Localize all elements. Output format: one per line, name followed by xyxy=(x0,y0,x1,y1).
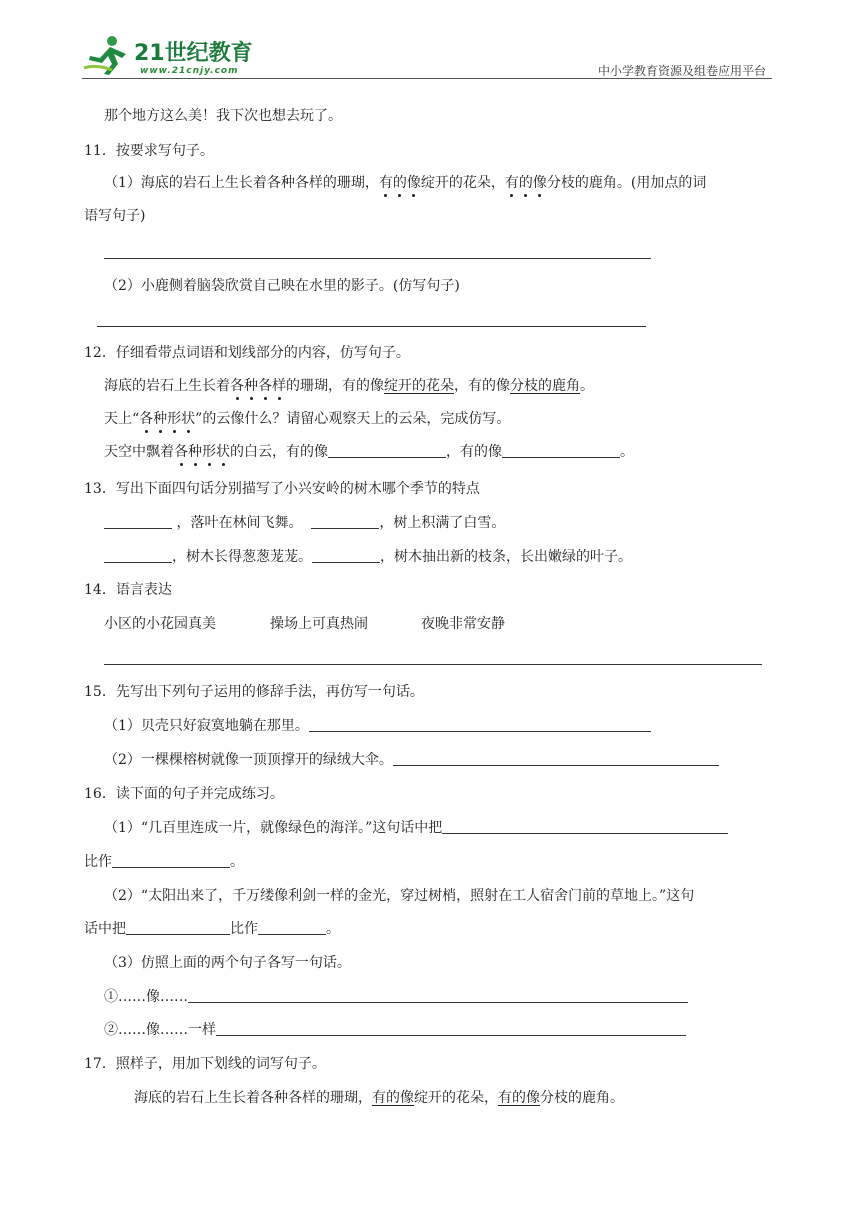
q15-part1: （1）贝壳只好寂寞地躺在那里。 xyxy=(104,716,651,736)
q16-part3-2: ②……像……一样 xyxy=(104,1020,686,1040)
q16-blank-1[interactable] xyxy=(442,819,728,834)
runner-logo-icon xyxy=(82,34,130,76)
q11-part1: （1）海底的岩石上生长着各种各样的珊瑚，有的像绽开的花朵，有的像分枝的鹿角。(用加点的词 xyxy=(104,175,707,191)
q13-row1: ，落叶在林间飞舞。 ，树上积满了白雪。 xyxy=(104,513,505,533)
q16-part1: （1）“几百里连成一片，就像绿色的海洋。”这句话中把 xyxy=(104,818,728,838)
q14-title: 14．语言表达 xyxy=(84,582,172,598)
q13-blank-4[interactable] xyxy=(312,548,380,563)
q16-blank-2[interactable] xyxy=(112,853,230,868)
q13-blank-1[interactable] xyxy=(104,514,172,529)
q11-part2: （2）小鹿侧着脑袋欣赏自己映在水里的影子。(仿写句子) xyxy=(104,278,460,294)
q14-answer-line[interactable] xyxy=(104,664,762,665)
platform-name: 中小学教育资源及组卷应用平台 xyxy=(597,64,766,78)
q16-blank-6[interactable] xyxy=(216,1021,686,1036)
dotted-word: 有的像 xyxy=(378,175,421,191)
logo-url: www.21cnjy.com xyxy=(140,66,239,76)
q16-title: 16．读下面的句子并完成练习。 xyxy=(84,786,284,802)
q15-blank-2[interactable] xyxy=(393,751,719,766)
q13-blank-2[interactable] xyxy=(311,514,379,529)
q11-answer-line-1[interactable] xyxy=(104,258,651,259)
page-header xyxy=(82,30,772,80)
q17-title: 17．照样子，用加下划线的词写句子。 xyxy=(84,1056,326,1072)
q15-blank-1[interactable] xyxy=(309,717,651,732)
header-divider xyxy=(82,78,772,79)
q13-title: 13．写出下面四句话分别描写了小兴安岭的树木哪个季节的特点 xyxy=(84,481,480,497)
q16-part2-cont: 话中把 比作 。 xyxy=(84,921,340,937)
q14-item-1: 小区的小花园真美 xyxy=(104,616,216,632)
q14-item-3: 夜晚非常安静 xyxy=(421,616,505,632)
q15-title: 15．先写出下列句子运用的修辞手法，再仿写一句话。 xyxy=(84,684,424,700)
q12-blank-1[interactable] xyxy=(328,443,446,458)
q16-part2: （2）“太阳出来了，千万缕像利剑一样的金光，穿过树梢，照射在工人宿舍门前的草地上。”这句 xyxy=(104,888,695,904)
q13-row2: ，树木长得葱葱茏茏。 ，树木抽出新的枝条，长出嫩绿的叶子。 xyxy=(104,547,632,567)
q16-part1-cont: 比作 。 xyxy=(84,854,244,870)
intro-line: 那个地方这么美！我下次也想去玩了。 xyxy=(104,108,342,124)
q14-item-2: 操场上可真热闹 xyxy=(270,616,368,632)
q12-fill: 天空中飘着各种形状的白云，有的像 ，有的像 。 xyxy=(104,444,634,460)
q13-blank-3[interactable] xyxy=(104,548,172,563)
q15-part2: （2）一棵棵榕树就像一顶顶撑开的绿绒大伞。 xyxy=(104,750,719,770)
q16-part3: （3）仿照上面的两个句子各写一句话。 xyxy=(104,955,351,971)
logo-brand: 21世纪教育 xyxy=(134,41,253,66)
q12-blank-2[interactable] xyxy=(502,443,620,458)
q16-part3-1: ①……像…… xyxy=(104,987,688,1007)
q16-blank-3[interactable] xyxy=(126,920,230,935)
q16-blank-4[interactable] xyxy=(258,920,326,935)
q12-prompt: 天上“各种形状”的云像什么？请留心观察天上的云朵，完成仿写。 xyxy=(104,411,511,427)
q12-title: 12．仔细看带点词语和划线部分的内容，仿写句子。 xyxy=(84,345,410,361)
q17-sample: 海底的岩石上生长着各种各样的珊瑚，有的像绽开的花朵，有的像分枝的鹿角。 xyxy=(134,1090,624,1106)
q16-blank-5[interactable] xyxy=(188,988,688,1003)
q11-title: 11．按要求写句子。 xyxy=(84,143,214,159)
q12-sample: 海底的岩石上生长着各种各样的珊瑚，有的像绽开的花朵，有的像分枝的鹿角。 xyxy=(104,378,594,394)
dotted-word: 有的像 xyxy=(504,175,547,191)
q11-answer-line-2[interactable] xyxy=(97,326,646,327)
q11-part1-cont: 语写句子) xyxy=(84,208,146,224)
